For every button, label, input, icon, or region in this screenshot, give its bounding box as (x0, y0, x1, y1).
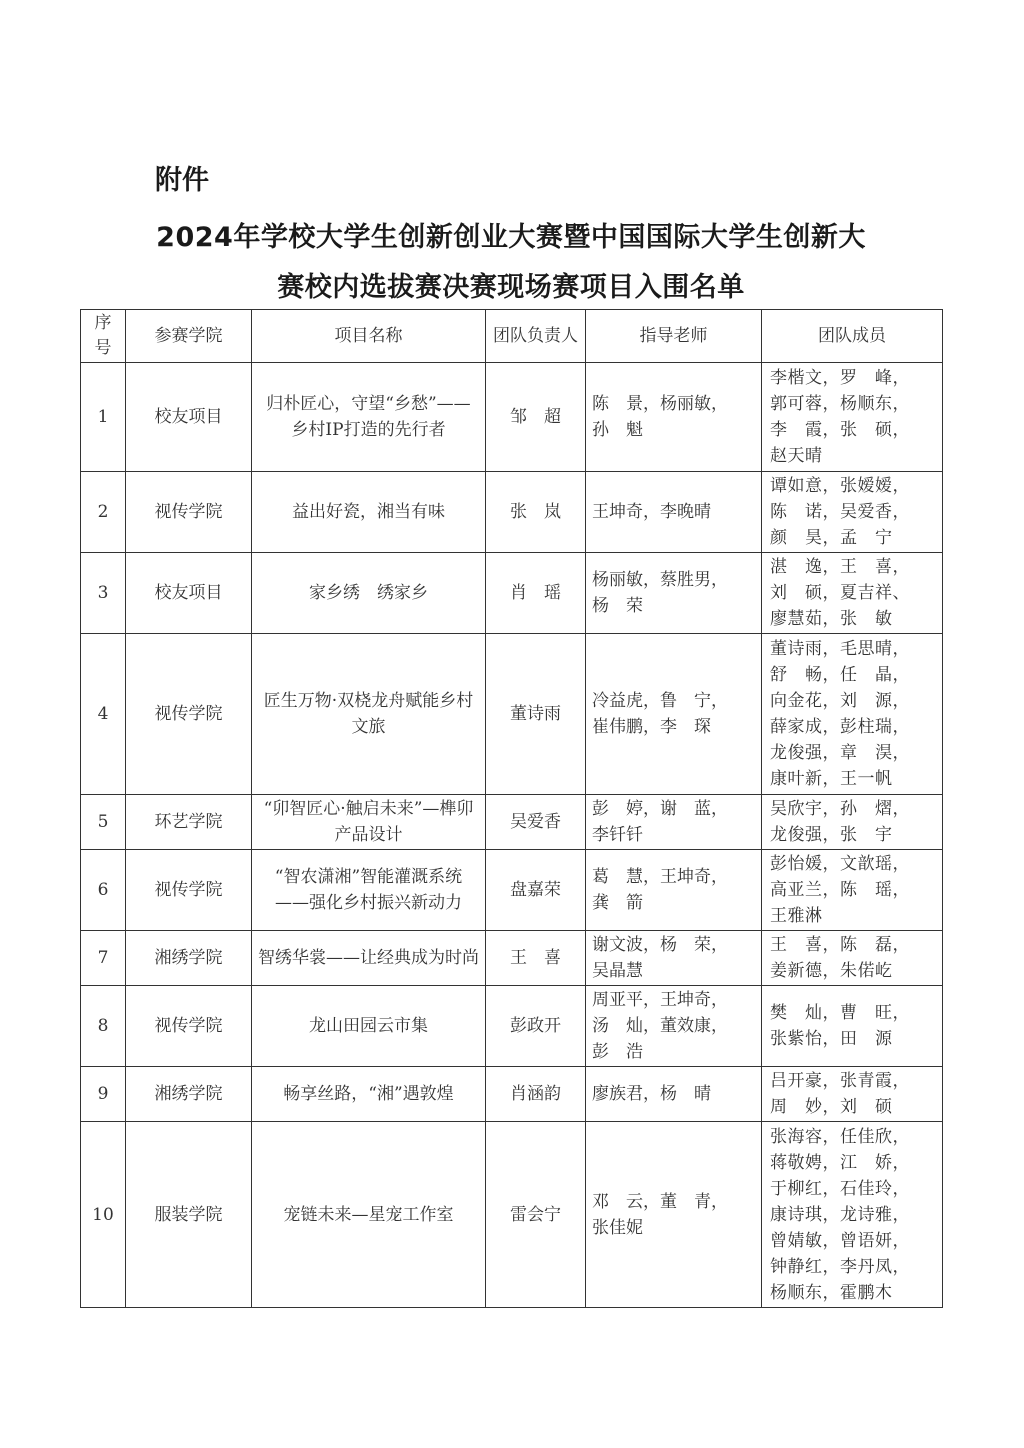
member-line: 陈 诺，吴爱香， (770, 502, 910, 522)
mentor-line: 陈 景，杨丽敏， (592, 394, 728, 414)
row-college: 视传学院 (126, 634, 252, 795)
mentor-line: 杨丽敏，蔡胜男， (592, 570, 728, 590)
member-line: 廖慧茹，张 敏 (770, 609, 893, 629)
mentor-line: 廖族君，杨 晴 (592, 1084, 711, 1104)
table-row (81, 931, 943, 986)
member-line: 吕开豪，张青霞， (770, 1071, 910, 1091)
row-college: 校友项目 (126, 553, 252, 634)
member-line: 曾婧敏，曾语妍， (770, 1230, 910, 1251)
row-mentors (586, 363, 762, 472)
row-number: 6 (81, 850, 126, 931)
row-mentors (586, 634, 762, 795)
row-mentors (586, 986, 762, 1067)
row-project-name: 归朴匠心，守望“乡愁”——乡村IP打造的先行者 (252, 363, 486, 472)
row-team-members (762, 472, 943, 553)
document-title-line-1: 2024年学校大学生创新创业大赛暨中国国际大学生创新大 (156, 222, 866, 253)
member-line: 谭如意，张嫒嫒， (770, 476, 910, 496)
row-college: 校友项目 (126, 363, 252, 472)
member-line: 樊 灿，曹 旺， (770, 1003, 910, 1023)
row-team-leader: 彭政开 (486, 986, 586, 1067)
row-number: 9 (81, 1067, 126, 1122)
member-line: 龙俊强，张 宇 (770, 825, 893, 845)
row-number: 10 (81, 1122, 126, 1308)
table-row (81, 795, 943, 850)
member-line: 郭可蓉，杨顺东， (770, 394, 910, 414)
mentor-line: 邓 云，董 青， (592, 1191, 728, 1212)
row-project-name: 宠链未来—星宠工作室 (252, 1122, 486, 1308)
table-row (81, 363, 943, 472)
member-line: 赵天晴 (770, 446, 823, 466)
row-number: 3 (81, 553, 126, 634)
row-project-name: 畅享丝路，“湘”遇敦煌 (252, 1067, 486, 1122)
table-row (81, 850, 943, 931)
row-team-leader: 董诗雨 (486, 634, 586, 795)
mentor-line: 孙 魁 (592, 420, 643, 440)
row-team-leader: 张 岚 (486, 472, 586, 553)
row-project-name: 智绣华裳——让经典成为时尚 (252, 931, 486, 986)
mentor-line: 吴晶慧 (592, 961, 643, 981)
mentor-line: 彭 浩 (592, 1042, 643, 1062)
row-project-name: 龙山田园云市集 (252, 986, 486, 1067)
member-line: 张紫怡，田 源 (770, 1029, 893, 1049)
member-line: 康叶新，王一帆 (770, 769, 893, 789)
member-line: 蒋敬娉，江 娇， (770, 1152, 910, 1173)
row-team-leader: 邹 超 (486, 363, 586, 472)
table-row (81, 1122, 943, 1308)
member-line: 王 喜，陈 磊， (770, 935, 910, 955)
row-team-members (762, 363, 943, 472)
row-team-members (762, 850, 943, 931)
member-line: 李楷文，罗 峰， (770, 368, 910, 388)
row-college: 视传学院 (126, 472, 252, 553)
mentor-line: 杨 荣 (592, 596, 643, 616)
row-mentors (586, 1122, 762, 1308)
member-line: 刘 硕，夏吉祥、 (770, 583, 910, 603)
mentor-line: 龚 箭 (592, 893, 643, 913)
table-row (81, 1067, 943, 1122)
member-line: 张海容，任佳欣， (770, 1126, 910, 1147)
row-project-name: “卯智匠心·触启未来”—榫卯产品设计 (252, 795, 486, 850)
member-line: 董诗雨，毛思晴， (770, 639, 910, 659)
row-college: 视传学院 (126, 850, 252, 931)
table-row (81, 634, 943, 795)
row-college: 服装学院 (126, 1122, 252, 1308)
row-mentors (586, 850, 762, 931)
header-no: 序号 (81, 310, 126, 363)
row-mentors (586, 472, 762, 553)
row-college: 湘绣学院 (126, 1067, 252, 1122)
row-college: 环艺学院 (126, 795, 252, 850)
mentor-line: 周亚平，王坤奇， (592, 990, 728, 1010)
attachment-label: 附件 (155, 165, 209, 196)
member-line: 高亚兰，陈 瑶， (770, 880, 910, 900)
row-number: 2 (81, 472, 126, 553)
member-line: 薛家成，彭柱瑞， (770, 717, 910, 737)
mentor-line: 葛 慧，王坤奇， (592, 867, 728, 887)
header-members: 团队成员 (762, 310, 943, 363)
member-line: 康诗琪，龙诗雅， (770, 1204, 910, 1225)
row-team-leader: 雷会宁 (486, 1122, 586, 1308)
member-line: 湛 逸，王 喜， (770, 557, 910, 577)
row-team-members (762, 1122, 943, 1308)
row-project-name: “智农潇湘”智能灌溉系统——强化乡村振兴新动力 (252, 850, 486, 931)
row-college: 视传学院 (126, 986, 252, 1067)
member-line: 彭怡媛，文歆瑶， (770, 854, 910, 874)
row-team-members (762, 986, 943, 1067)
mentor-line: 谢文波，杨 荣， (592, 935, 728, 955)
document-title-line-2: 赛校内选拔赛决赛现场赛项目入围名单 (277, 272, 745, 303)
member-line: 向金花，刘 源， (770, 691, 910, 711)
member-line: 颜 昊，孟 宁 (770, 528, 893, 548)
member-line: 周 妙，刘 硕 (770, 1097, 893, 1117)
row-team-members (762, 1067, 943, 1122)
row-team-leader: 吴爱香 (486, 795, 586, 850)
row-number: 5 (81, 795, 126, 850)
member-line: 李 霞，张 硕， (770, 420, 910, 440)
mentor-line: 李钎钎 (592, 825, 643, 845)
header-mentors: 指导老师 (586, 310, 762, 363)
member-line: 于柳红，石佳玲， (770, 1178, 910, 1199)
mentor-line: 汤 灿，董效康， (592, 1016, 728, 1036)
row-team-leader: 盘嘉荣 (486, 850, 586, 931)
row-project-name: 益出好瓷，湘当有味 (252, 472, 486, 553)
mentor-line: 崔伟鹏，李 琛 (592, 717, 711, 737)
table-body (81, 363, 943, 1308)
mentor-line: 张佳妮 (592, 1217, 643, 1238)
row-team-leader: 肖 瑶 (486, 553, 586, 634)
table-row (81, 553, 943, 634)
row-mentors (586, 795, 762, 850)
row-number: 4 (81, 634, 126, 795)
row-mentors (586, 553, 762, 634)
member-line: 杨顺东，霍鹏木 (770, 1282, 893, 1303)
row-number: 8 (81, 986, 126, 1067)
row-team-leader: 王 喜 (486, 931, 586, 986)
header-leader: 团队负责人 (486, 310, 586, 363)
mentor-line: 王坤奇，李晚晴 (592, 502, 711, 522)
row-team-leader: 肖涵韵 (486, 1067, 586, 1122)
row-project-name: 家乡绣 绣家乡 (252, 553, 486, 634)
row-team-members (762, 634, 943, 795)
member-line: 吴欣宇，孙 熠， (770, 799, 910, 819)
row-team-members (762, 795, 943, 850)
member-line: 龙俊强，章 淏， (770, 743, 910, 763)
table-header-row (81, 310, 943, 363)
row-team-members (762, 931, 943, 986)
row-mentors (586, 931, 762, 986)
row-college: 湘绣学院 (126, 931, 252, 986)
row-mentors (586, 1067, 762, 1122)
member-line: 王雅淋 (770, 906, 823, 926)
member-line: 姜新德，朱偌屹 (770, 961, 893, 981)
row-project-name: 匠生万物·双桡龙舟赋能乡村文旅 (252, 634, 486, 795)
row-team-members (762, 553, 943, 634)
mentor-line: 冷益虎，鲁 宁， (592, 691, 728, 711)
member-line: 钟静红，李丹凤， (770, 1256, 910, 1277)
mentor-line: 彭 婷，谢 蓝， (592, 799, 728, 819)
member-line: 舒 畅，任 晶， (770, 665, 910, 685)
row-number: 1 (81, 363, 126, 472)
table-row (81, 986, 943, 1067)
finalist-table (80, 309, 943, 1308)
row-number: 7 (81, 931, 126, 986)
header-college: 参赛学院 (126, 310, 252, 363)
header-project: 项目名称 (252, 310, 486, 363)
table-row (81, 472, 943, 553)
